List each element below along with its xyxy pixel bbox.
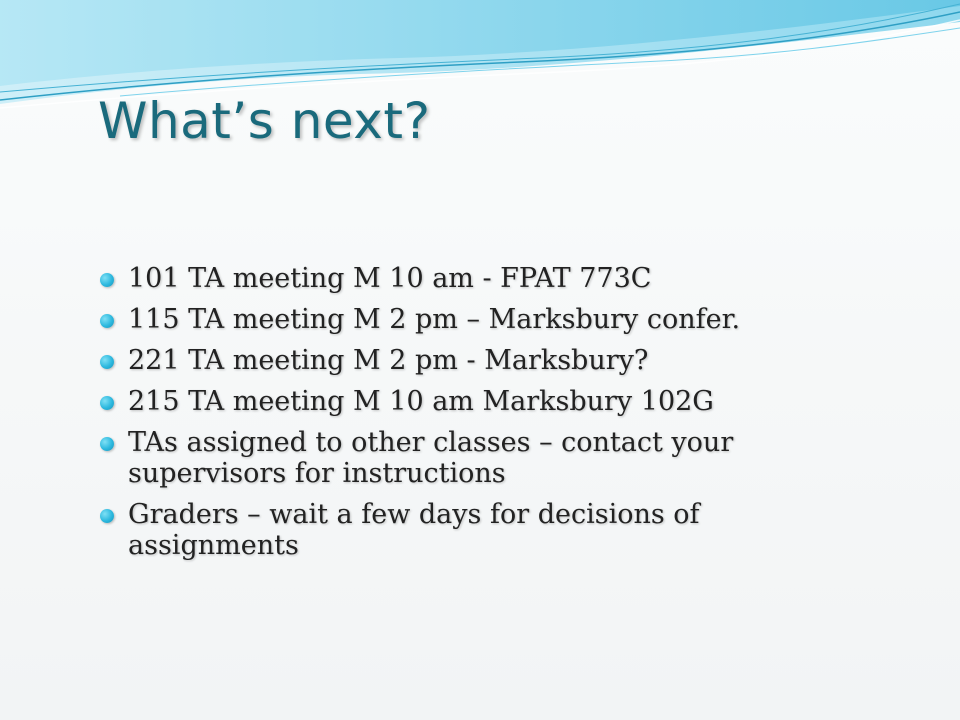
bullet-item (100, 345, 860, 376)
bullet-dot-icon (100, 314, 114, 328)
bullet-item (100, 386, 860, 417)
bullet-list (100, 263, 860, 571)
bullet-dot-icon (100, 355, 114, 369)
bullet-text: 115 TA meeting M 2 pm – Marksbury confer. (128, 304, 741, 335)
bullet-text: TAs assigned to other classes – contact your supervisors for instructions (128, 427, 734, 489)
bullet-item (100, 499, 860, 561)
bullet-dot-icon (100, 396, 114, 410)
bullet-text: 215 TA meeting M 10 am Marksbury 102G (128, 386, 714, 417)
bullet-dot-icon (100, 273, 114, 287)
bullet-dot-icon (100, 509, 114, 523)
bullet-dot-icon (100, 437, 114, 451)
bullet-item (100, 304, 860, 335)
bullet-text: 221 TA meeting M 2 pm - Marksbury? (128, 345, 649, 376)
bullet-item (100, 427, 860, 489)
slide-title: What’s next? (98, 92, 431, 150)
bullet-text: 101 TA meeting M 10 am - FPAT 773C (128, 263, 652, 294)
bullet-text: Graders – wait a few days for decisions of assignments (128, 499, 700, 561)
bullet-item (100, 263, 860, 294)
